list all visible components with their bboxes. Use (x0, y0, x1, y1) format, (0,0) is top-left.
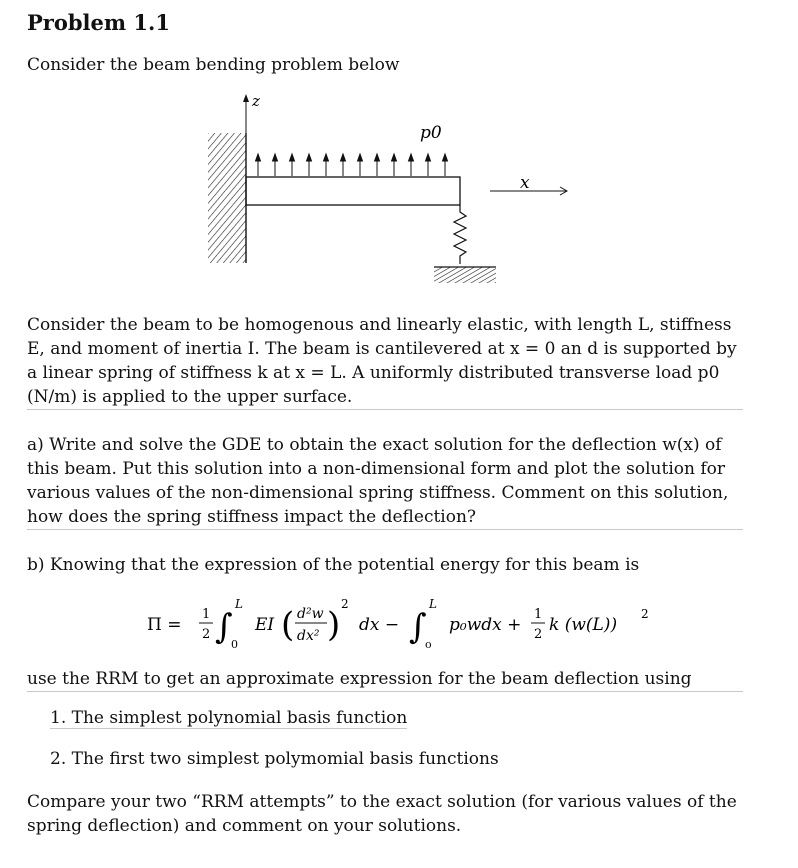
formula-half2-num: 1 (534, 607, 543, 622)
formula-paren-close: ) (327, 605, 341, 645)
formula-integral-2: ∫ (409, 607, 427, 647)
formula-dx2: dx² (297, 628, 320, 644)
formula-paren-open: ( (281, 605, 295, 645)
formula-upper-limit-2: L (429, 597, 437, 611)
spring (454, 205, 466, 264)
formula-upper-limit-1: L (235, 597, 243, 611)
list-item-2: 2. The first two simplest polymomial basis functions (50, 749, 499, 769)
formula-integral-1: ∫ (215, 607, 233, 647)
wall-hatch (208, 133, 246, 263)
formula-lower-limit-2: o (425, 638, 432, 651)
paragraph-part-a: a) Write and solve the GDE to obtain the exact solution for the deflection w(x) of this beam. Put this solution into a non-dimensional form and plot the solution for various values of the non-dimensional spring stiffness. Comment on this solution, how does the spring stiffness impact the deflection? (27, 433, 743, 530)
paragraph-compare: Compare your two “RRM attempts” to the exact solution (for various values of the spring deflection) and comment on your solutions. (27, 792, 737, 836)
formula-p0wdx: p₀wdx + (449, 615, 522, 635)
beam-diagram (200, 88, 600, 300)
potential-energy-formula (147, 594, 667, 658)
intro-text: Consider the beam bending problem below (27, 55, 400, 75)
formula-power-2: 2 (641, 607, 649, 621)
formula-half-den: 2 (202, 627, 211, 642)
formula-pi: Π = (147, 615, 182, 635)
formula-dx: dx − (359, 615, 400, 635)
load-label: p0 (420, 123, 442, 143)
distributed-load-arrows (256, 154, 448, 176)
paragraph-rrm-instruction: use the RRM to get an approximate expression for the beam deflection using (27, 667, 743, 692)
formula-k-term: k (w(L)) (549, 615, 618, 635)
formula-power: 2 (341, 597, 349, 611)
paragraph-part-b: b) Knowing that the expression of the potential energy for this beam is (27, 555, 640, 575)
z-label: z (252, 92, 260, 110)
problem-title: Problem 1.1 (27, 10, 170, 35)
formula-half2-den: 2 (534, 627, 543, 642)
list-item-1: 1. The simplest polynomial basis function (50, 708, 408, 728)
formula-lower-limit-1: 0 (231, 638, 238, 651)
x-label: x (520, 173, 530, 193)
ground-hatch (434, 267, 496, 283)
z-arrowhead (243, 94, 249, 102)
formula-d2w: d²w (297, 606, 324, 622)
formula-half-num: 1 (202, 607, 211, 622)
beam (246, 177, 460, 205)
paragraph-beam-description: Consider the beam to be homogenous and linearly elastic, with length L, stiffness E, and moment of inertia I. The beam is cantilevered at x = 0 an d is supported by a linear spring of stiffness k at x = L. A uniformly distributed transverse load p0 (N/m) is applied to the upper surface. (27, 313, 743, 410)
formula-ei: EI (255, 615, 275, 635)
